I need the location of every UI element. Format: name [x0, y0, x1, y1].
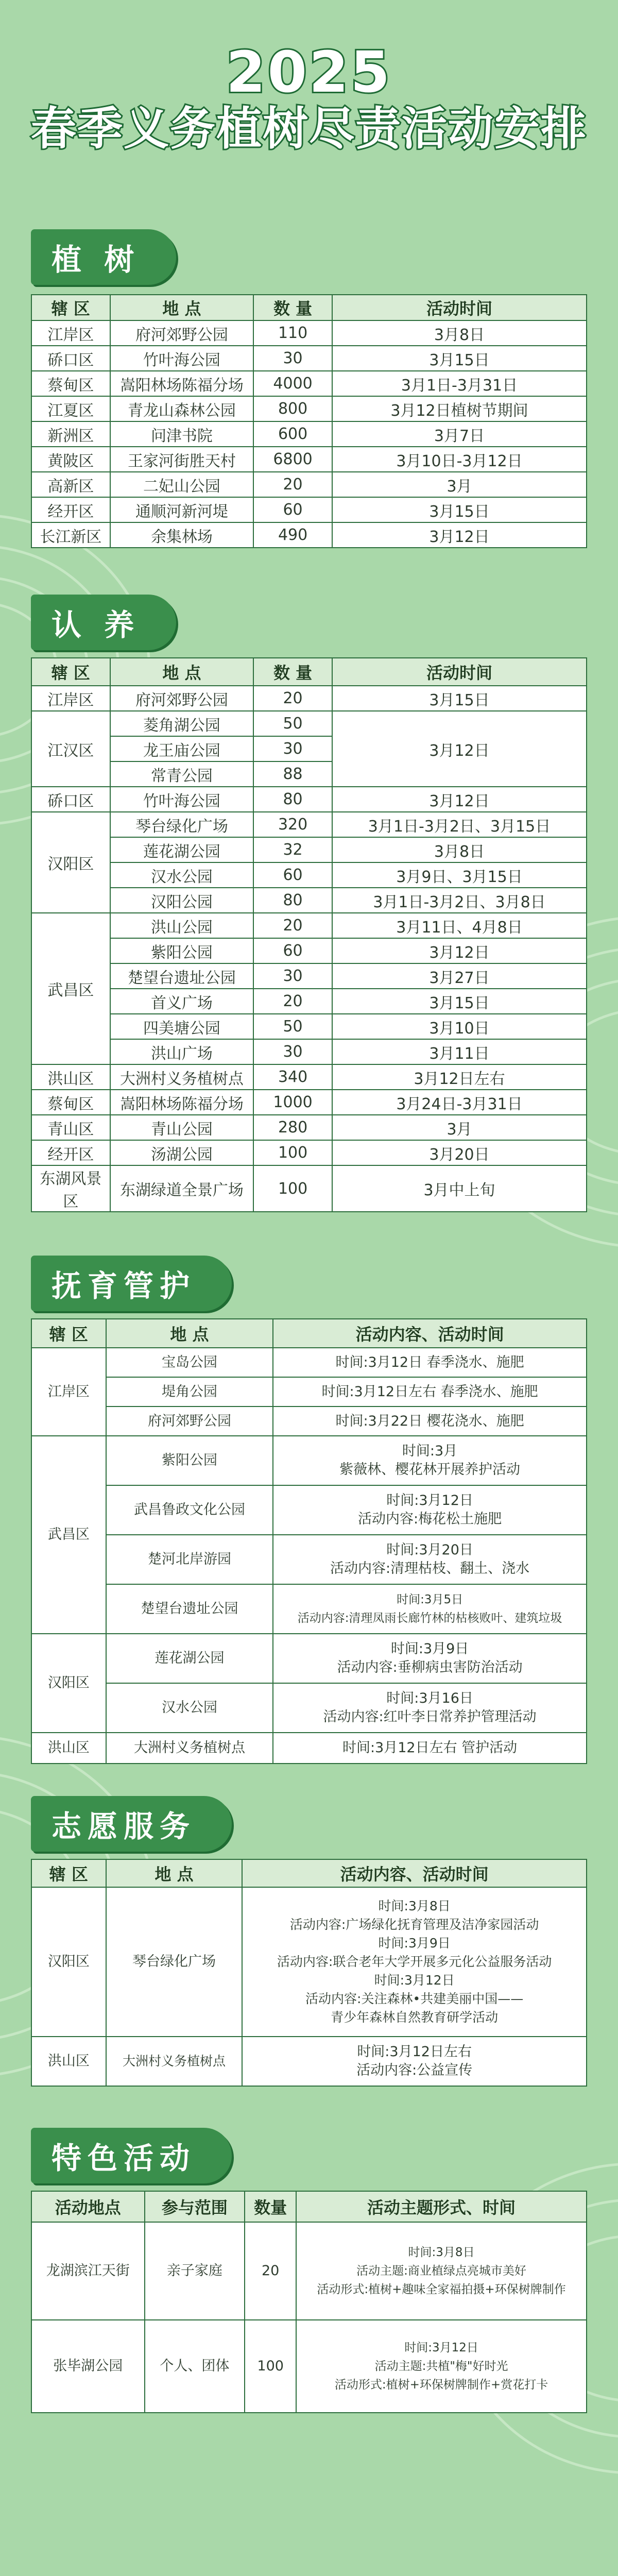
table-row: [31, 1064, 587, 1090]
content-line: 时间:3月9日: [390, 1641, 469, 1657]
district-cell: 汉阳区: [31, 1634, 106, 1733]
count-cell: 20: [253, 989, 332, 1014]
content-line: 时间:3月12日左右 春季浇水、施肥: [321, 1383, 538, 1400]
time-cell: 3月15日: [332, 686, 587, 711]
district-cell: 江岸区: [31, 686, 110, 711]
content-cell: [296, 2320, 587, 2413]
poster-title: 春季义务植树尽责活动安排: [30, 102, 587, 155]
count-cell: 20: [245, 2222, 296, 2320]
count-cell: 32: [253, 837, 332, 862]
table-row: [31, 1115, 587, 1140]
content-line: 时间:3月12日 春季浇水、施肥: [335, 1354, 524, 1370]
planting-section-title: 植 树: [31, 229, 176, 285]
location-cell: 龙湖滨江天街: [31, 2222, 145, 2320]
special-section-title: 特色活动: [31, 2128, 232, 2183]
table-row: [31, 1406, 587, 1436]
district-cell: 江岸区: [31, 1348, 106, 1436]
table-row: [31, 711, 587, 736]
location-cell: 竹叶海公园: [110, 787, 253, 812]
adoption-section-title: 认 养: [31, 595, 176, 650]
district-cell: 硚口区: [31, 787, 110, 812]
table-row: [31, 862, 587, 888]
table-row: [31, 888, 587, 913]
content-line: 时间:3月12日: [404, 2341, 478, 2354]
time-cell: 3月15日: [332, 497, 587, 522]
table-row: [31, 1485, 587, 1535]
location-cell: 紫阳公园: [106, 1436, 273, 1485]
district-cell: 经开区: [31, 1140, 110, 1165]
table-row: [31, 2320, 587, 2413]
location-cell: 武昌鲁政文化公园: [106, 1485, 273, 1535]
count-cell: 60: [253, 497, 332, 522]
header-cell: 活动时间: [332, 658, 587, 686]
time-cell: 3月中上旬: [332, 1165, 587, 1212]
content-line: 时间:3月8日: [408, 2246, 475, 2259]
table-row: [31, 1887, 587, 2037]
location-cell: 大洲村义务植树点: [110, 1064, 253, 1090]
table-row: [31, 497, 587, 522]
time-cell: 3月12日: [332, 711, 587, 787]
location-cell: 四美塘公园: [110, 1014, 253, 1039]
time-cell: 3月11日: [332, 1039, 587, 1064]
table-row: [31, 1377, 587, 1406]
content-line: 时间:3月12日左右: [357, 2044, 472, 2060]
table-row: [31, 1535, 587, 1584]
location-cell: 问津书院: [110, 421, 253, 447]
table-row: [31, 686, 587, 711]
time-cell: 3月9日、3月15日: [332, 862, 587, 888]
content-line: 活动内容:联合老年大学开展多元化公益服务活动: [277, 1954, 552, 1969]
table-header-row: [31, 295, 587, 320]
content-cell: [273, 1683, 587, 1733]
content-line: 活动形式:植树+环保树牌制作+赏花打卡: [334, 2378, 548, 2392]
district-cell: 洪山区: [31, 1064, 110, 1090]
header-cell: 活动地点: [31, 2191, 145, 2222]
header-cell: 地 点: [106, 1859, 243, 1887]
location-cell: 嵩阳林场陈福分场: [110, 1090, 253, 1115]
volunteer-section-title: 志愿服务: [31, 1796, 232, 1852]
time-cell: 3月7日: [332, 421, 587, 447]
count-cell: 600: [253, 421, 332, 447]
location-cell: 余集林场: [110, 522, 253, 548]
content-cell: [273, 1733, 587, 1764]
location-cell: 楚望台遗址公园: [110, 963, 253, 989]
count-cell: 80: [253, 888, 332, 913]
location-cell: 通顺河新河堤: [110, 497, 253, 522]
count-cell: 30: [253, 736, 332, 761]
district-cell: 经开区: [31, 497, 110, 522]
count-cell: 20: [253, 472, 332, 497]
content-cell: [273, 1436, 587, 1485]
count-cell: 110: [253, 320, 332, 346]
location-cell: 大洲村义务植树点: [106, 1733, 273, 1764]
count-cell: 6800: [253, 447, 332, 472]
header-cell: 活动内容、活动时间: [273, 1319, 587, 1348]
count-cell: 30: [253, 963, 332, 989]
table-row: [31, 837, 587, 862]
count-cell: 20: [253, 913, 332, 938]
content-line: 时间:3月22日 樱花浇水、施肥: [335, 1413, 524, 1429]
content-line: 时间:3月12日: [386, 1493, 473, 1509]
district-cell: 东湖风景区: [31, 1165, 110, 1212]
count-cell: 20: [253, 686, 332, 711]
count-cell: 4000: [253, 371, 332, 396]
header-cell: 辖 区: [31, 658, 110, 686]
location-cell: 汉水公园: [110, 862, 253, 888]
location-cell: 府河郊野公园: [110, 686, 253, 711]
count-cell: 800: [253, 396, 332, 421]
scope-cell: 亲子家庭: [145, 2222, 245, 2320]
table-row: [31, 371, 587, 396]
volunteer-table: [31, 1859, 587, 2087]
district-cell: 江岸区: [31, 320, 110, 346]
header-cell: 辖 区: [31, 1859, 106, 1887]
location-cell: 琴台绿化广场: [110, 812, 253, 837]
location-cell: 菱角湖公园: [110, 711, 253, 736]
adoption-section: [0, 595, 618, 1212]
location-cell: 大洲村义务植树点: [106, 2037, 243, 2086]
time-cell: 3月8日: [332, 837, 587, 862]
poster-year: 2025: [226, 39, 392, 105]
table-row: [31, 963, 587, 989]
time-cell: 3月1日-3月31日: [332, 371, 587, 396]
content-cell: [296, 2222, 587, 2320]
header-cell: 数量: [245, 2191, 296, 2222]
location-cell: 常青公园: [110, 761, 253, 787]
nurture-section: [0, 1256, 618, 1764]
district-cell: 江汉区: [31, 711, 110, 787]
content-line: 活动内容:清理凤雨长廊竹林的枯核败叶、建筑垃圾: [297, 1612, 562, 1625]
location-cell: 东湖绿道全景广场: [110, 1165, 253, 1212]
header-cell: 活动时间: [332, 295, 587, 320]
location-cell: 嵩阳林场陈福分场: [110, 371, 253, 396]
count-cell: 100: [253, 1140, 332, 1165]
district-cell: 洪山区: [31, 2037, 106, 2086]
location-cell: 堤角公园: [106, 1377, 273, 1406]
district-cell: 洪山区: [31, 1733, 106, 1764]
table-header-row: [31, 658, 587, 686]
table-row: [31, 913, 587, 938]
table-header-row: [31, 1859, 587, 1887]
district-cell: 蔡甸区: [31, 1090, 110, 1115]
district-cell: 江夏区: [31, 396, 110, 421]
time-cell: 3月12日: [332, 938, 587, 963]
nurture-section-title: 抚育管护: [31, 1256, 232, 1311]
count-cell: 280: [253, 1115, 332, 1140]
location-cell: 张毕湖公园: [31, 2320, 145, 2413]
count-cell: 490: [253, 522, 332, 548]
content-line: 时间:3月: [402, 1443, 458, 1459]
content-line: 活动内容:公益宣传: [356, 2062, 473, 2078]
time-cell: 3月20日: [332, 1140, 587, 1165]
table-row: [31, 421, 587, 447]
content-cell: [273, 1634, 587, 1683]
content-cell: [242, 1887, 587, 2037]
content-line: 时间:3月12日: [374, 1973, 455, 1988]
content-line: 活动主题:商业植绿点亮城市美好: [356, 2264, 526, 2278]
content-line: 紫薇林、樱花林开展养护活动: [339, 1462, 521, 1478]
location-cell: 首义广场: [110, 989, 253, 1014]
time-cell: 3月8日: [332, 320, 587, 346]
district-cell: 高新区: [31, 472, 110, 497]
header-cell: 辖 区: [31, 1319, 106, 1348]
content-cell: [273, 1535, 587, 1584]
table-row: [31, 346, 587, 371]
count-cell: 340: [253, 1064, 332, 1090]
content-cell: [273, 1485, 587, 1535]
table-row: [31, 522, 587, 548]
location-cell: 洪山公园: [110, 913, 253, 938]
table-header-row: [31, 1319, 587, 1348]
table-row: [31, 396, 587, 421]
table-row: [31, 1348, 587, 1377]
table-row: [31, 1436, 587, 1485]
district-cell: 硚口区: [31, 346, 110, 371]
district-cell: 武昌区: [31, 913, 110, 1064]
time-cell: 3月10日: [332, 1014, 587, 1039]
count-cell: 60: [253, 938, 332, 963]
time-cell: 3月10日-3月12日: [332, 447, 587, 472]
header-cell: 辖 区: [31, 295, 110, 320]
location-cell: 洪山广场: [110, 1039, 253, 1064]
district-cell: 新洲区: [31, 421, 110, 447]
location-cell: 楚河北岸游园: [106, 1535, 273, 1584]
content-line: 活动内容:清理枯枝、翻土、浇水: [330, 1561, 530, 1577]
count-cell: 30: [253, 1039, 332, 1064]
district-cell: 汉阳区: [31, 1887, 106, 2037]
table-row: [31, 1165, 587, 1212]
content-line: 活动形式:植树+趣味全家福拍摄+环保树牌制作: [317, 2283, 566, 2296]
time-cell: 3月15日: [332, 346, 587, 371]
count-cell: 50: [253, 1014, 332, 1039]
location-cell: 莲花湖公园: [106, 1634, 273, 1683]
location-cell: 府河郊野公园: [110, 320, 253, 346]
time-cell: 3月: [332, 1115, 587, 1140]
table-row: [31, 2037, 587, 2086]
location-cell: 汤湖公园: [110, 1140, 253, 1165]
table-row: [31, 1584, 587, 1634]
location-cell: 汉阳公园: [110, 888, 253, 913]
volunteer-section: [0, 1796, 618, 2087]
location-cell: 琴台绿化广场: [106, 1887, 243, 2037]
district-cell: 蔡甸区: [31, 371, 110, 396]
time-cell: 3月1日-3月2日、3月8日: [332, 888, 587, 913]
location-cell: 莲花湖公园: [110, 837, 253, 862]
content-line: 时间:3月16日: [386, 1690, 473, 1706]
table-row: [31, 2222, 587, 2320]
table-row: [31, 1039, 587, 1064]
content-cell: [273, 1406, 587, 1436]
header-cell: 数 量: [253, 658, 332, 686]
content-line: 活动内容:红叶李日常养护管理活动: [323, 1709, 537, 1725]
location-cell: 二妃山公园: [110, 472, 253, 497]
location-cell: 王家河街胜天村: [110, 447, 253, 472]
header-cell: 地 点: [110, 295, 253, 320]
table-row: [31, 320, 587, 346]
location-cell: 紫阳公园: [110, 938, 253, 963]
count-cell: 88: [253, 761, 332, 787]
content-line: 活动主题:共植"梅"好时光: [374, 2360, 508, 2373]
time-cell: 3月: [332, 472, 587, 497]
location-cell: 青龙山森林公园: [110, 396, 253, 421]
table-row: [31, 938, 587, 963]
scope-cell: 个人、团体: [145, 2320, 245, 2413]
location-cell: 竹叶海公园: [110, 346, 253, 371]
content-line: 时间:3月20日: [386, 1542, 473, 1558]
location-cell: 汉水公园: [106, 1683, 273, 1733]
adoption-table: [31, 657, 587, 1212]
count-cell: 100: [245, 2320, 296, 2413]
content-line: 活动内容:垂柳病虫害防治活动: [337, 1659, 523, 1675]
time-cell: 3月27日: [332, 963, 587, 989]
location-cell: 楚望台遗址公园: [106, 1584, 273, 1634]
table-row: [31, 1140, 587, 1165]
count-cell: 100: [253, 1165, 332, 1212]
content-line: 时间:3月8日: [378, 1899, 451, 1913]
table-row: [31, 472, 587, 497]
location-cell: 府河郊野公园: [106, 1406, 273, 1436]
location-cell: 龙王庙公园: [110, 736, 253, 761]
count-cell: 320: [253, 812, 332, 837]
district-cell: 黄陂区: [31, 447, 110, 472]
header-cell: 地 点: [110, 658, 253, 686]
district-cell: 汉阳区: [31, 812, 110, 913]
table-row: [31, 1683, 587, 1733]
content-cell: [273, 1377, 587, 1406]
table-row: [31, 989, 587, 1014]
district-cell: 长江新区: [31, 522, 110, 548]
table-header-row: [31, 2191, 587, 2222]
content-line: 时间:3月5日: [397, 1593, 464, 1606]
location-cell: 青山公园: [110, 1115, 253, 1140]
content-line: 时间:3月9日: [378, 1936, 451, 1951]
table-row: [31, 1014, 587, 1039]
header-cell: 数 量: [253, 295, 332, 320]
content-line: 时间:3月12日左右 管护活动: [342, 1740, 518, 1756]
content-line: 活动内容:梅花松土施肥: [358, 1511, 502, 1527]
time-cell: 3月12日: [332, 787, 587, 812]
time-cell: 3月1日-3月2日、3月15日: [332, 812, 587, 837]
district-cell: 青山区: [31, 1115, 110, 1140]
content-cell: [273, 1584, 587, 1634]
header-cell: 地 点: [106, 1319, 273, 1348]
planting-section: [0, 229, 618, 548]
content-cell: [273, 1348, 587, 1377]
special-section: [0, 2128, 618, 2413]
time-cell: 3月11日、4月8日: [332, 913, 587, 938]
table-row: [31, 1090, 587, 1115]
table-row: [31, 447, 587, 472]
count-cell: 80: [253, 787, 332, 812]
time-cell: 3月12日左右: [332, 1064, 587, 1090]
content-line: 活动内容:广场绿化抚育管理及洁净家园活动: [289, 1917, 539, 1932]
table-row: [31, 787, 587, 812]
planting-table: [31, 294, 587, 548]
location-cell: 宝岛公园: [106, 1348, 273, 1377]
nurture-table: [31, 1318, 587, 1764]
time-cell: 3月15日: [332, 989, 587, 1014]
header-cell: 活动主题形式、时间: [296, 2191, 587, 2222]
table-row: [31, 1733, 587, 1764]
district-cell: 武昌区: [31, 1436, 106, 1634]
time-cell: 3月12日植树节期间: [332, 396, 587, 421]
table-row: [31, 812, 587, 837]
time-cell: 3月12日: [332, 522, 587, 548]
content-line: 青少年森林自然教育研学活动: [331, 2010, 499, 2025]
content-line: 活动内容:关注森林•共建美丽中国——: [305, 1991, 524, 2006]
header-cell: 参与范围: [145, 2191, 245, 2222]
table-row: [31, 1634, 587, 1683]
special-table: [31, 2191, 587, 2413]
time-cell: 3月24日-3月31日: [332, 1090, 587, 1115]
count-cell: 30: [253, 346, 332, 371]
count-cell: 50: [253, 711, 332, 736]
content-cell: [242, 2037, 587, 2086]
poster-header: [0, 0, 618, 155]
header-cell: 活动内容、活动时间: [242, 1859, 587, 1887]
count-cell: 1000: [253, 1090, 332, 1115]
count-cell: 60: [253, 862, 332, 888]
